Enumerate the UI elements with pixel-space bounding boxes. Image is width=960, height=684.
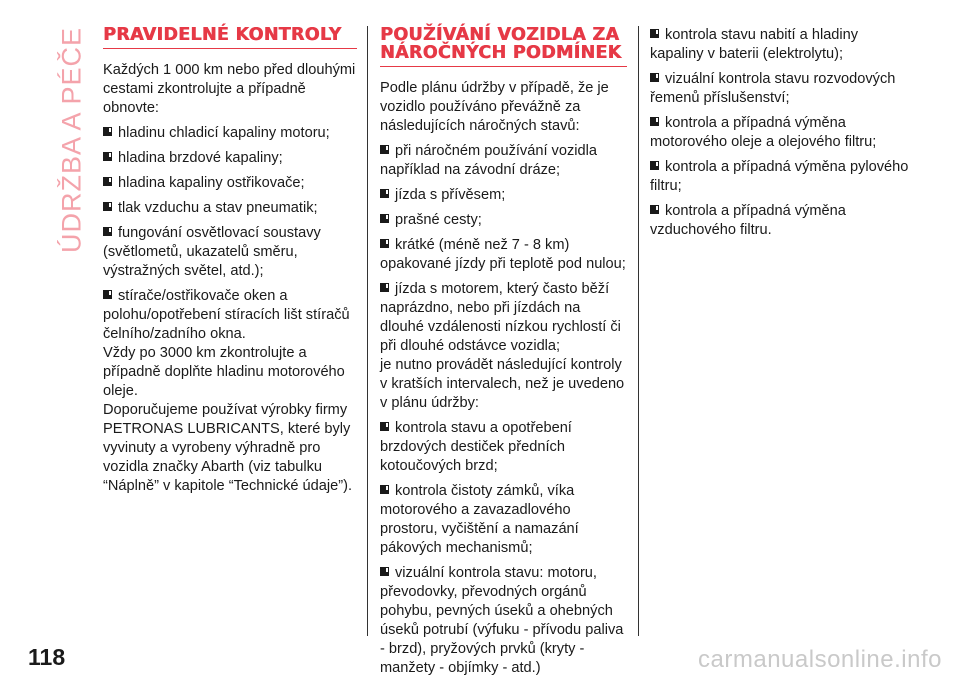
column-regular-checks [103, 26, 357, 502]
list-item: fungování osvětlovací soustavy (světlometů, ukazatelů směru, výstražných světel, atd.); [103, 225, 321, 279]
list-item: stírače/ostřikovače oken a polohu/opotřebení stíracích lišt stíračů čelního/zadního okna. [103, 288, 350, 342]
list-item: kontrola čistoty zámků, víka motorového a zavazadlového prostoru, vyčištění a namazání pákových mechanismů; [380, 483, 579, 556]
checkbox-bullet-icon [650, 117, 659, 126]
checkbox-bullet-icon [380, 145, 389, 154]
checkbox-bullet-icon [380, 567, 389, 576]
intro-paragraph: Každých 1 000 km nebo před dlouhými cestami zkontrolujte a případně obnovte: [103, 62, 356, 116]
column-harsh-conditions [380, 26, 627, 684]
list-item: krátké (méně než 7 - 8 km) opakované jízdy při teplotě pod nulou; [380, 237, 626, 272]
checkbox-bullet-icon [103, 152, 112, 161]
products-paragraph: Doporučujeme používat výrobky firmy PETRONAS LUBRICANTS, které byly vyvinuty a vyrobeny výhradně pro vozidla značky Abarth (viz tabulku “Náplně” v kapitole “Technické údaje”). [103, 402, 353, 494]
checkbox-bullet-icon [103, 227, 112, 236]
checkbox-bullet-icon [650, 73, 659, 82]
watermark: carmanualsonline.info [698, 646, 942, 673]
shorter-intervals-paragraph: je nutno provádět následující kontroly v kratších intervalech, než je uvedeno v plánu údržby: [380, 357, 625, 411]
list-item: hladinu chladicí kapaliny motoru; [103, 124, 357, 143]
list-item: vizuální kontrola stavu: motoru, převodovky, převodných orgánů pohybu, pevných úseků a ohebných úseků potrubí (výfuku - přívodu paliva - brzd), pryžových prvků (kryty - manžety - objímky - atd.) [380, 565, 624, 676]
checkbox-bullet-icon [380, 422, 389, 431]
list-item: tlak vzduchu a stav pneumatik; [103, 199, 357, 218]
checkbox-bullet-icon [650, 29, 659, 38]
list-item: hladina brzdové kapaliny; [103, 149, 357, 168]
column-divider [367, 26, 368, 636]
list-item: prašné cesty; [380, 211, 627, 230]
list-item: jízda s přívěsem; [380, 186, 627, 205]
checkbox-bullet-icon [103, 127, 112, 136]
checkbox-bullet-icon [380, 485, 389, 494]
list-item: při náročném používání vozidla například na závodní dráze; [380, 143, 597, 178]
checkbox-bullet-icon [103, 202, 112, 211]
list-item: hladina kapaliny ostřikovače; [103, 174, 357, 193]
list-item: vizuální kontrola stavu rozvodových řemenů příslušenství; [650, 71, 896, 106]
checkbox-bullet-icon [380, 283, 389, 292]
list-item: kontrola stavu a opotřebení brzdových destiček předních kotoučových brzd; [380, 420, 572, 474]
column-continued-checks [650, 26, 912, 246]
page-number: 118 [28, 644, 66, 670]
list-item: kontrola a případná výměna motorového oleje a olejového filtru; [650, 115, 877, 150]
checkbox-bullet-icon [380, 189, 389, 198]
column-divider [638, 26, 639, 636]
section-side-title [52, 26, 92, 254]
oil-check-paragraph: Vždy po 3000 km zkontrolujte a případně doplňte hladinu motorového oleje. [103, 345, 345, 399]
heading-harsh-conditions: POUŽÍVÁNÍ VOZIDLA ZA NÁROČNÝCH PODMÍNEK [380, 26, 627, 67]
side-title-text: ÚDRŽBA A PÉČE [56, 26, 87, 254]
checkbox-bullet-icon [103, 177, 112, 186]
checkbox-bullet-icon [650, 161, 659, 170]
checkbox-bullet-icon [380, 239, 389, 248]
list-item: kontrola a případná výměna pylového filtru; [650, 159, 909, 194]
checkbox-bullet-icon [103, 290, 112, 299]
list-item: kontrola a případná výměna vzduchového filtru. [650, 203, 846, 238]
intro-paragraph: Podle plánu údržby v případě, že je vozidlo používáno převážně za následujících náročných stavů: [380, 80, 609, 134]
checkbox-bullet-icon [650, 205, 659, 214]
list-item: kontrola stavu nabití a hladiny kapaliny v baterii (elektrolytu); [650, 27, 859, 62]
list-item: jízda s motorem, který často běží naprázdno, nebo při jízdách na dlouhé vzdálenosti nízkou rychlostí či při dlouhé odstávce vozidla; [380, 281, 621, 354]
heading-regular-checks: PRAVIDELNÉ KONTROLY [103, 26, 357, 49]
checkbox-bullet-icon [380, 214, 389, 223]
